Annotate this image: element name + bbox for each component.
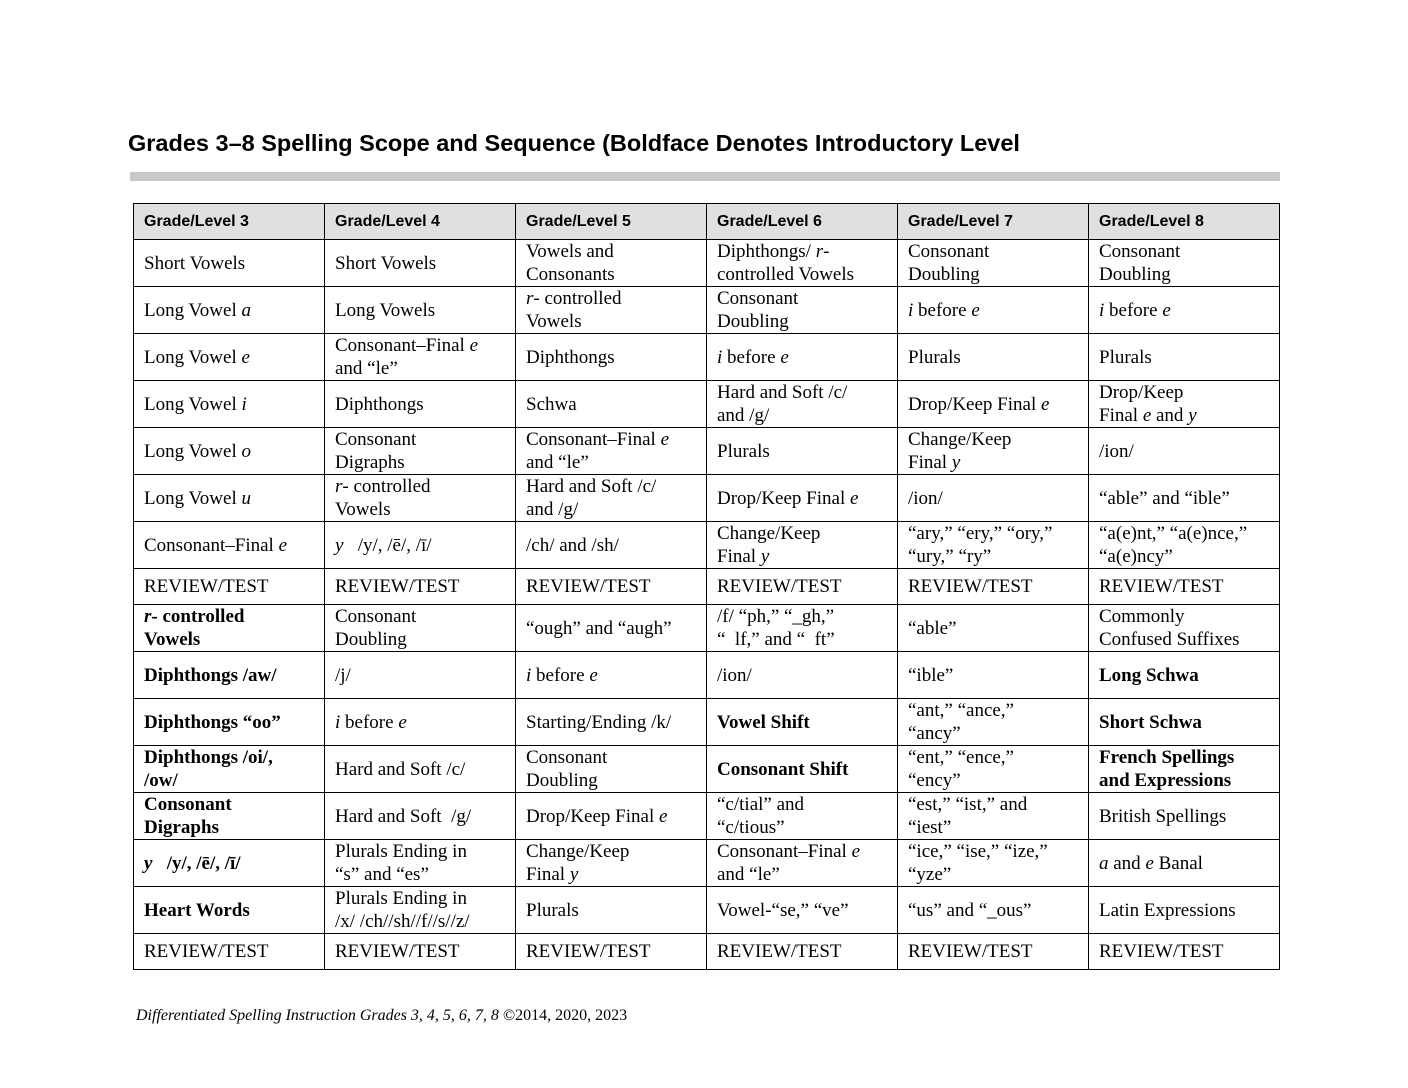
table-cell-grade-7: Drop/Keep Final e [898,381,1089,428]
table-cell-grade-6: Diphthongs/ r- controlled Vowels [707,240,898,287]
scope-sequence-table [133,203,1280,970]
table-cell-grade-6: /f/ “ph,” “_gh,” “ lf,” and “ ft” [707,605,898,652]
table-cell-grade-3: Diphthongs /aw/ [134,652,325,699]
table-cell-grade-4: REVIEW/TEST [325,569,516,605]
header-row [134,204,1280,240]
table-cell-grade-4: Hard and Soft /g/ [325,793,516,840]
table-cell-grade-8: /ion/ [1089,428,1280,475]
table-row [134,569,1280,605]
footer [136,1007,627,1025]
table-cell-grade-8: REVIEW/TEST [1089,934,1280,970]
table-cell-grade-8: French Spellings and Expressions [1089,746,1280,793]
title-divider [130,172,1280,181]
table-cell-grade-5: Plurals [516,887,707,934]
table-cell-grade-7: “ent,” “ence,” “ency” [898,746,1089,793]
header-grade-5: Grade/Level 5 [516,204,707,240]
table-row [134,840,1280,887]
table-cell-grade-7: Plurals [898,334,1089,381]
table-cell-grade-4: Plurals Ending in /x/ /ch//sh//f//s//z/ [325,887,516,934]
table-cell-grade-3: Long Vowel o [134,428,325,475]
footer-copyright: ©2014, 2020, 2023 [502,1007,628,1024]
table-cell-grade-5: Starting/Ending /k/ [516,699,707,746]
page-title: Grades 3–8 Spelling Scope and Sequence (Boldface Denotes Introductory Level [128,130,1020,156]
table-cell-grade-8: REVIEW/TEST [1089,569,1280,605]
table-row [134,887,1280,934]
table-cell-grade-7: Consonant Doubling [898,240,1089,287]
table-cell-grade-7: “ice,” “ise,” “ize,” “yze” [898,840,1089,887]
table-cell-grade-7: “us” and “_ous” [898,887,1089,934]
table-cell-grade-4: Long Vowels [325,287,516,334]
table-cell-grade-3: Long Vowel u [134,475,325,522]
table-cell-grade-5: /ch/ and /sh/ [516,522,707,569]
table-cell-grade-4: /j/ [325,652,516,699]
table-cell-grade-8: Latin Expressions [1089,887,1280,934]
table-cell-grade-3: Long Vowel e [134,334,325,381]
table-cell-grade-6: REVIEW/TEST [707,934,898,970]
table-cell-grade-6: REVIEW/TEST [707,569,898,605]
table-cell-grade-5: Change/Keep Final y [516,840,707,887]
table-cell-grade-5: REVIEW/TEST [516,934,707,970]
table-cell-grade-7: “ary,” “ery,” “ory,” “ury,” “ry” [898,522,1089,569]
table-cell-grade-5: r- controlled Vowels [516,287,707,334]
table-cell-grade-8: Long Schwa [1089,652,1280,699]
table-cell-grade-7: “ible” [898,652,1089,699]
table-cell-grade-3: Diphthongs “oo” [134,699,325,746]
table-cell-grade-7: Change/Keep Final y [898,428,1089,475]
table-cell-grade-8: British Spellings [1089,793,1280,840]
table-body [134,240,1280,970]
table-cell-grade-4: Plurals Ending in “s” and “es” [325,840,516,887]
table-cell-grade-4: REVIEW/TEST [325,934,516,970]
table-cell-grade-4: r- controlled Vowels [325,475,516,522]
table-cell-grade-8: a and e Banal [1089,840,1280,887]
table-cell-grade-3: REVIEW/TEST [134,934,325,970]
table-cell-grade-5: Vowels and Consonants [516,240,707,287]
table-cell-grade-4: Diphthongs [325,381,516,428]
table-cell-grade-5: Schwa [516,381,707,428]
table-cell-grade-3: r- controlled Vowels [134,605,325,652]
table-cell-grade-3: Diphthongs /oi/, /ow/ [134,746,325,793]
table-cell-grade-3: Short Vowels [134,240,325,287]
table-cell-grade-4: i before e [325,699,516,746]
table-row [134,699,1280,746]
table-cell-grade-8: “able” and “ible” [1089,475,1280,522]
table-row [134,652,1280,699]
table-cell-grade-7: REVIEW/TEST [898,934,1089,970]
table-cell-grade-7: /ion/ [898,475,1089,522]
header-grade-4: Grade/Level 4 [325,204,516,240]
table-cell-grade-4: Consonant Digraphs [325,428,516,475]
table-cell-grade-3: Heart Words [134,887,325,934]
table-cell-grade-6: “c/tial” and “c/tious” [707,793,898,840]
table-cell-grade-4: y /y/, /ē/, /ī/ [325,522,516,569]
table-cell-grade-5: i before e [516,652,707,699]
table-row [134,381,1280,428]
table-cell-grade-6: Consonant–Final e and “le” [707,840,898,887]
table-row [134,334,1280,381]
table-row [134,428,1280,475]
table-cell-grade-8: Short Schwa [1089,699,1280,746]
table-row [134,475,1280,522]
table-cell-grade-3: y /y/, /ē/, /ī/ [134,840,325,887]
table-cell-grade-5: Drop/Keep Final e [516,793,707,840]
table-cell-grade-4: Consonant–Final e and “le” [325,334,516,381]
table-cell-grade-7: REVIEW/TEST [898,569,1089,605]
table-cell-grade-7: “ant,” “ance,” “ancy” [898,699,1089,746]
footer-source: Differentiated Spelling Instruction Grades 3, 4, 5, 6, 7, 8 [136,1007,499,1024]
table-cell-grade-3: Consonant Digraphs [134,793,325,840]
table-cell-grade-4: Short Vowels [325,240,516,287]
table-cell-grade-6: Consonant Doubling [707,287,898,334]
table-cell-grade-5: Consonant Doubling [516,746,707,793]
table-cell-grade-6: Drop/Keep Final e [707,475,898,522]
header-grade-7: Grade/Level 7 [898,204,1089,240]
header-grade-8: Grade/Level 8 [1089,204,1280,240]
table-cell-grade-7: i before e [898,287,1089,334]
table-cell-grade-3: Long Vowel a [134,287,325,334]
table-cell-grade-3: Consonant–Final e [134,522,325,569]
table-row [134,746,1280,793]
table-row [134,793,1280,840]
table-cell-grade-6: Vowel Shift [707,699,898,746]
table-cell-grade-6: i before e [707,334,898,381]
table-cell-grade-6: Consonant Shift [707,746,898,793]
table-cell-grade-3: Long Vowel i [134,381,325,428]
table-cell-grade-8: Consonant Doubling [1089,240,1280,287]
table-cell-grade-4: Hard and Soft /c/ [325,746,516,793]
table-cell-grade-8: i before e [1089,287,1280,334]
table-row [134,934,1280,970]
table-row [134,240,1280,287]
table-cell-grade-5: Hard and Soft /c/ and /g/ [516,475,707,522]
header-grade-3: Grade/Level 3 [134,204,325,240]
table-cell-grade-8: “a(e)nt,” “a(e)nce,” “a(e)ncy” [1089,522,1280,569]
table-cell-grade-8: Drop/Keep Final e and y [1089,381,1280,428]
table-cell-grade-5: Diphthongs [516,334,707,381]
table-cell-grade-3: REVIEW/TEST [134,569,325,605]
table-cell-grade-6: Plurals [707,428,898,475]
table-cell-grade-6: Vowel-“se,” “ve” [707,887,898,934]
table-cell-grade-6: Hard and Soft /c/ and /g/ [707,381,898,428]
table-cell-grade-6: Change/Keep Final y [707,522,898,569]
table-cell-grade-8: Commonly Confused Suffixes [1089,605,1280,652]
table-cell-grade-5: Consonant–Final e and “le” [516,428,707,475]
header-grade-6: Grade/Level 6 [707,204,898,240]
table-cell-grade-7: “able” [898,605,1089,652]
table-row [134,522,1280,569]
table-cell-grade-7: “est,” “ist,” and “iest” [898,793,1089,840]
table-cell-grade-6: /ion/ [707,652,898,699]
table-cell-grade-8: Plurals [1089,334,1280,381]
table-cell-grade-5: REVIEW/TEST [516,569,707,605]
table-cell-grade-4: Consonant Doubling [325,605,516,652]
table-row [134,605,1280,652]
table-row [134,287,1280,334]
table-cell-grade-5: “ough” and “augh” [516,605,707,652]
